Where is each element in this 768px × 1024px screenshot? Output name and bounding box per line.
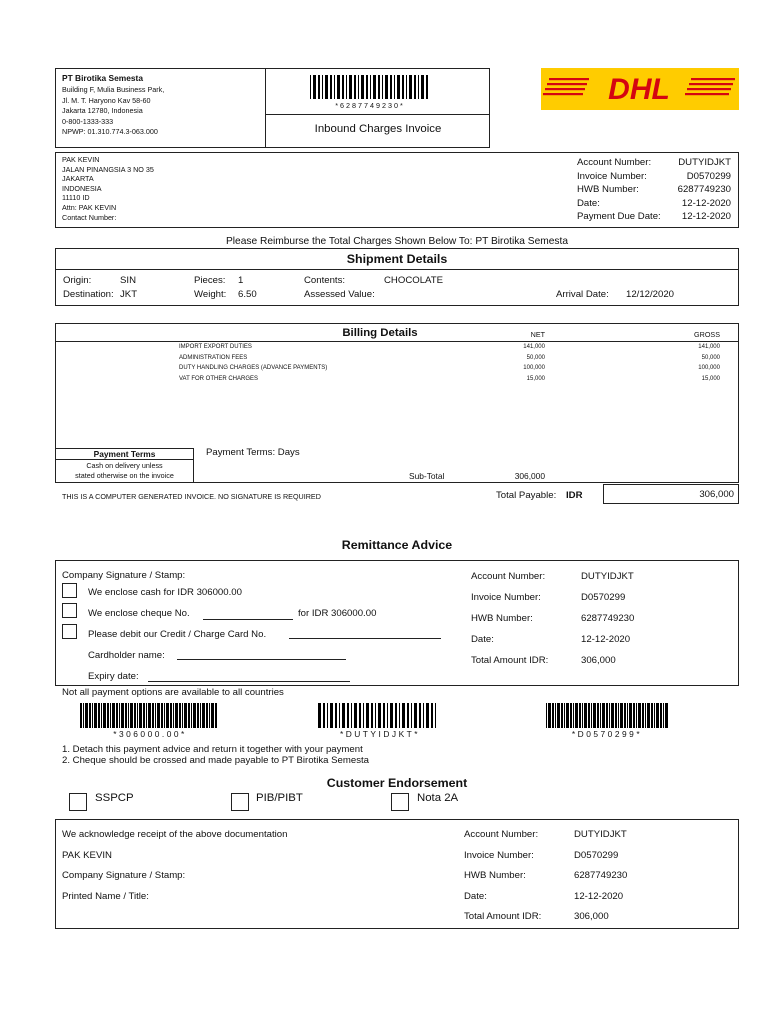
barcode-bar <box>351 703 352 728</box>
barcode-bar <box>597 703 599 728</box>
billing-descriptions <box>179 342 327 384</box>
barcode-bar <box>137 703 138 728</box>
total-payable-value: 306,000 <box>699 489 734 500</box>
card-option-text: Please debit our Credit / Charge Card No. <box>88 629 267 640</box>
remittance-title: Remittance Advice <box>341 538 453 552</box>
weight-label: Weight: <box>194 289 227 300</box>
cheque-option-text: We enclose cheque No. <box>88 608 190 619</box>
barcode-bar <box>313 75 316 99</box>
barcode-bar <box>399 703 400 728</box>
barcode-bar <box>561 703 563 728</box>
barcode-bar <box>361 75 364 99</box>
barcode-bar <box>209 703 210 728</box>
barcode-bar <box>323 703 325 728</box>
total-payable-currency: IDR <box>566 490 583 501</box>
arrival-value: 12/12/2020 <box>626 289 675 300</box>
top-barcode-text: *6287749230* <box>335 101 405 110</box>
barcode-bar <box>409 75 412 99</box>
barcode-bar <box>606 703 608 728</box>
barcode-bar <box>175 703 178 728</box>
assessed-label: Assessed Value: <box>304 289 375 300</box>
barcode-bar <box>642 703 644 728</box>
barcode-bar <box>573 703 574 728</box>
barcode-bar <box>197 703 199 728</box>
barcode-bar <box>546 703 547 728</box>
invoice-barcode <box>546 703 668 728</box>
card-number-field[interactable] <box>289 638 441 639</box>
barcode-bar <box>330 75 332 99</box>
barcode-bar <box>200 703 201 728</box>
account-barcode-text: *DUTYIDJKT* <box>339 729 421 739</box>
endorsement-values: DUTYIDJKT D0570299 6287749230 12-12-2020 306,000 <box>574 829 628 922</box>
pieces-label: Pieces: <box>194 275 226 286</box>
barcode-bar <box>426 75 428 99</box>
cheque-number-field[interactable] <box>203 619 293 620</box>
barcode-bar <box>609 703 610 728</box>
barcode-bar <box>354 703 357 728</box>
barcode-bar <box>366 75 368 99</box>
barcode-bar <box>363 703 364 728</box>
barcode-bar <box>130 703 133 728</box>
origin-value: SIN <box>120 275 136 286</box>
payment-terms-label: Payment Terms: Days <box>206 447 300 458</box>
barcode-bar <box>418 75 419 99</box>
endorsement-title: Customer Endorsement <box>326 776 468 790</box>
barcode-bar <box>337 75 340 99</box>
expiry-label: Expiry date: <box>88 671 139 682</box>
dhl-logo <box>541 68 739 110</box>
pieces-value: 1 <box>238 275 244 286</box>
barcode-bar <box>155 703 156 728</box>
barcode-bar <box>370 75 371 99</box>
destination-label: Destination: <box>63 289 114 300</box>
barcode-bar <box>371 703 373 728</box>
payment-terms-body: Cash on delivery unless stated otherwise on the invoice <box>75 461 174 480</box>
nota-2a-label: Nota 2A <box>417 792 459 804</box>
barcode-bar <box>395 703 397 728</box>
barcode-bar <box>421 75 424 99</box>
barcode-bar <box>566 703 569 728</box>
sender-address: Building F, Mulia Business Park, Jl. M. T. Haryono Kav 58-60 Jakarta 12780, Indonesia 0-800-1333-333 NPWP: 01.310.774.3-063.000 <box>62 85 165 136</box>
barcode-bar <box>164 703 165 728</box>
barcode-bar <box>618 703 619 728</box>
net-header: NET <box>530 330 545 339</box>
barcode-bar <box>647 703 650 728</box>
barcode-bar <box>166 703 169 728</box>
barcode-bar <box>143 703 145 728</box>
barcode-bar <box>318 75 320 99</box>
barcode-bar <box>112 703 115 728</box>
barcode-bar <box>629 703 632 728</box>
account-values: DUTYIDJKT D0570299 6287749230 12-12-2020 12-12-2020 <box>677 157 731 223</box>
amount-barcode <box>80 703 218 728</box>
dhl-logo-text: DHL <box>608 73 670 106</box>
arrival-label: Arrival Date: <box>556 289 609 300</box>
barcode-bar <box>419 703 421 728</box>
barcode-bar <box>103 703 106 728</box>
cardholder-field[interactable] <box>177 659 346 660</box>
barcode-bar <box>110 703 111 728</box>
destination-value: JKT <box>120 289 138 300</box>
barcode-bar <box>366 703 369 728</box>
table-row: ADMINISTRATION FEES <box>179 354 248 361</box>
barcode-bar <box>358 75 359 99</box>
barcode-bar <box>435 703 436 728</box>
barcode-bar <box>579 703 581 728</box>
barcode-bar <box>633 703 635 728</box>
barcode-bar <box>636 703 637 728</box>
barcode-bar <box>624 703 626 728</box>
cheque-idr-text: for IDR 306000.00 <box>298 608 377 619</box>
barcode-bar <box>134 703 136 728</box>
barcode-bar <box>334 75 335 99</box>
barcode-bar <box>575 703 578 728</box>
barcode-bar <box>564 703 565 728</box>
billing-gross-values: 141,000 50,000 100,000 15,000 <box>698 344 720 382</box>
account-barcode <box>318 703 440 728</box>
cheque-checkbox[interactable] <box>62 603 77 618</box>
barcode-bar <box>378 703 381 728</box>
barcode-bar <box>359 703 361 728</box>
gross-header: GROSS <box>694 330 720 339</box>
barcode-bar <box>349 75 352 99</box>
barcode-bar <box>330 703 333 728</box>
contents-value: CHOCOLATE <box>384 275 443 286</box>
barcode-bar <box>423 703 424 728</box>
barcode-bar <box>660 703 662 728</box>
barcode-bar <box>665 703 668 728</box>
barcode-bar <box>615 703 617 728</box>
table-row: VAT FOR OTHER CHARGES <box>179 375 259 382</box>
barcode-bar <box>354 75 356 99</box>
contents-label: Contents: <box>304 275 346 286</box>
barcode-bar <box>211 703 214 728</box>
barcode-bar <box>92 703 93 728</box>
barcode-bar <box>85 703 88 728</box>
barcode-bar <box>215 703 217 728</box>
barcode-bar <box>378 75 380 99</box>
total-payable-label: Total Payable: <box>496 490 557 501</box>
barcode-bar <box>402 75 404 99</box>
endorsement-left <box>62 825 287 907</box>
remittance-instructions: 1. Detach this payment advice and return it together with your payment 2. Cheque should be crossed and made payable to PT Birotika Semesta <box>62 744 370 766</box>
printed-name-label: Printed Name / Title: <box>62 890 149 902</box>
barcode-bar <box>89 703 91 728</box>
barcode-bar <box>397 75 400 99</box>
computer-generated-note: THIS IS A COMPUTER GENERATED INVOICE. NO SIGNATURE IS REQUIRED <box>62 492 321 501</box>
invoice-title: Inbound Charges Invoice <box>314 123 442 135</box>
barcode-bar <box>346 75 347 99</box>
barcode-bar <box>600 703 601 728</box>
barcode-bar <box>157 703 160 728</box>
barcode-bar <box>552 703 554 728</box>
amount-barcode-text: *306000.00* <box>113 729 187 739</box>
barcode-bar <box>638 703 641 728</box>
barcode-bar <box>94 703 97 728</box>
barcode-bar <box>584 703 587 728</box>
barcode-bar <box>98 703 100 728</box>
barcode-bar <box>101 703 102 728</box>
barcode-bar <box>383 703 385 728</box>
sender-company: PT Birotika Semesta <box>62 73 143 83</box>
table-row: DUTY HANDLING CHARGES (ADVANCE PAYMENTS) <box>179 365 328 371</box>
remittance-labels: Account Number: Invoice Number: HWB Number: Date: Total Amount IDR: <box>471 571 549 666</box>
barcode-bar <box>645 703 646 728</box>
barcode-bar <box>191 703 192 728</box>
barcode-bar <box>161 703 163 728</box>
subtotal-label: Sub-Total <box>409 471 445 481</box>
barcode-bar <box>83 703 84 728</box>
barcode-bar <box>347 703 349 728</box>
barcode-bar <box>411 703 412 728</box>
barcode-bar <box>620 703 623 728</box>
barcode-bar <box>342 703 345 728</box>
barcode-bar <box>602 703 605 728</box>
cash-option-text: We enclose cash for IDR 306000.00 <box>88 587 242 598</box>
origin-label: Origin: <box>63 275 92 286</box>
barcode-bar <box>663 703 664 728</box>
nota-2a-checkbox[interactable] <box>391 793 409 811</box>
barcode-bar <box>656 703 659 728</box>
barcode-bar <box>548 703 551 728</box>
barcode-bar <box>402 703 405 728</box>
barcode-bar <box>627 703 628 728</box>
barcode-bar <box>654 703 655 728</box>
billing-net-values: 141,000 50,000 100,000 15,000 <box>523 344 545 382</box>
billing-title: Billing Details <box>342 327 418 339</box>
barcode-bar <box>327 703 328 728</box>
barcode-bar <box>125 703 127 728</box>
barcode-bar <box>390 75 392 99</box>
barcode-bar <box>310 75 311 99</box>
barcode-bar <box>387 703 388 728</box>
remittance-values: DUTYIDJKT D0570299 6287749230 12-12-2020 306,000 <box>581 571 635 666</box>
barcode-bar <box>407 703 409 728</box>
barcode-bar <box>335 703 337 728</box>
endorsement-labels: Account Number: Invoice Number: HWB Number: Date: Total Amount IDR: <box>464 829 542 922</box>
account-labels: Account Number: Invoice Number: HWB Number: Date: Payment Due Date: <box>577 157 661 223</box>
recipient-address: PAK KEVIN JALAN PINANGSIA 3 NO 35 JAKARTA INDONESIA 11110 ID Attn: PAK KEVIN Contact Number: <box>62 155 154 222</box>
shipment-title: Shipment Details <box>346 252 448 266</box>
barcode-bar <box>121 703 124 728</box>
payment-terms-title: Payment Terms <box>93 449 156 459</box>
top-barcode <box>310 75 430 99</box>
barcode-bar <box>582 703 583 728</box>
barcode-bar <box>557 703 560 728</box>
barcode-bar <box>570 703 572 728</box>
barcode-bar <box>202 703 205 728</box>
barcode-bar <box>139 703 142 728</box>
invoice-barcode-text: *D0570299* <box>571 729 643 739</box>
barcode-bar <box>375 703 376 728</box>
barcode-bar <box>426 703 429 728</box>
barcode-bar <box>206 703 208 728</box>
weight-value: 6.50 <box>238 289 257 300</box>
barcode-bar <box>385 75 388 99</box>
barcode-bar <box>339 703 340 728</box>
barcode-bar <box>591 703 592 728</box>
barcode-bar <box>170 703 172 728</box>
cash-checkbox[interactable] <box>62 583 77 598</box>
barcode-bar <box>394 75 395 99</box>
remittance-company-signature: Company Signature / Stamp: <box>62 570 186 581</box>
sspcp-checkbox[interactable] <box>69 793 87 811</box>
endorsement-name: PAK KEVIN <box>62 849 112 861</box>
barcode-bar <box>382 75 383 99</box>
barcode-bar <box>116 703 118 728</box>
barcode-bar <box>179 703 181 728</box>
barcode-bar <box>390 703 393 728</box>
barcode-bar <box>414 75 416 99</box>
barcode-bar <box>593 703 596 728</box>
barcode-bar <box>555 703 556 728</box>
sspcp-label: SSPCP <box>95 792 134 804</box>
barcode-bar <box>173 703 174 728</box>
barcode-bar <box>128 703 129 728</box>
barcode-bar <box>342 75 344 99</box>
barcode-bar <box>431 703 433 728</box>
barcode-bar <box>119 703 120 728</box>
barcode-bar <box>107 703 109 728</box>
barcode-bar <box>184 703 187 728</box>
barcode-bar <box>182 703 183 728</box>
table-row: IMPORT EXPORT DUTIES <box>179 344 252 350</box>
barcode-bar <box>146 703 147 728</box>
barcode-bar <box>188 703 190 728</box>
card-checkbox[interactable] <box>62 624 77 639</box>
barcode-bar <box>611 703 614 728</box>
pib-pibt-label: PIB/PIBT <box>256 792 303 804</box>
acknowledge-text: We acknowledge receipt of the above documentation <box>62 829 288 840</box>
barcode-bar <box>148 703 151 728</box>
barcode-bar <box>325 75 328 99</box>
barcode-bar <box>406 75 407 99</box>
barcode-bar <box>651 703 653 728</box>
barcode-bar <box>588 703 590 728</box>
expiry-field[interactable] <box>148 681 350 682</box>
endorsement-company-signature: Company Signature / Stamp: <box>62 870 186 881</box>
barcode-bar <box>322 75 323 99</box>
cardholder-label: Cardholder name: <box>88 650 165 661</box>
reimburse-text: Please Reimburse the Total Charges Shown Below To: PT Birotika Semesta <box>225 236 569 247</box>
barcode-bar <box>193 703 196 728</box>
pib-pibt-checkbox[interactable] <box>231 793 249 811</box>
barcode-bar <box>414 703 417 728</box>
barcode-bar <box>373 75 376 99</box>
barcode-bar <box>318 703 321 728</box>
subtotal-value: 306,000 <box>514 471 545 481</box>
barcode-bar <box>152 703 154 728</box>
barcode-bar <box>80 703 82 728</box>
payment-options-note: Not all payment options are available to all countries <box>62 687 284 698</box>
